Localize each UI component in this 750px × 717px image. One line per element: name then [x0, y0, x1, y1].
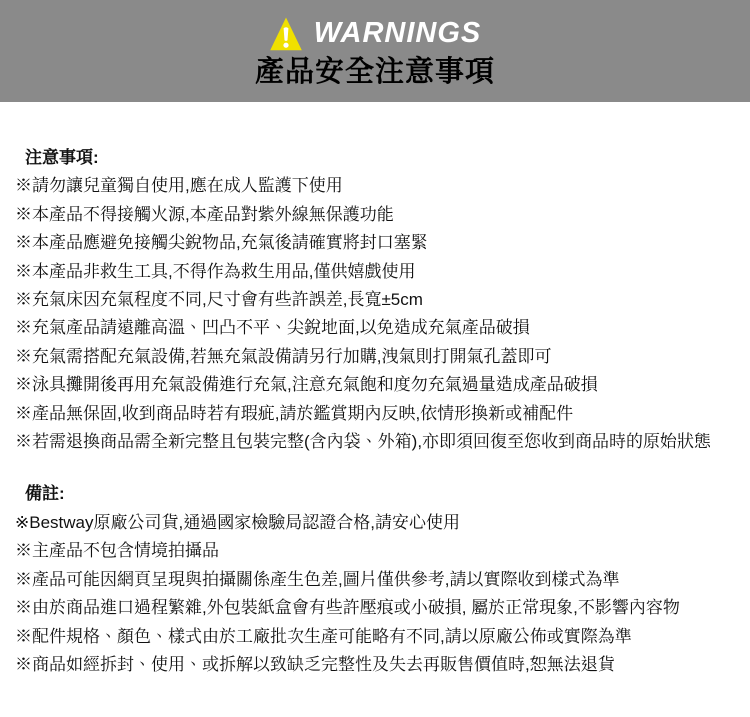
notice-item: ※本產品不得接觸火源,本產品對紫外線無保護功能	[15, 204, 394, 224]
notice-item: ※配件規格、顏色、樣式由於工廠批次生產可能略有不同,請以原廠公佈或實際為準	[15, 626, 632, 646]
notice-item: ※若需退換商品需全新完整且包裝完整(含內袋、外箱),亦即須回復至您收到商品時的原始狀態	[15, 432, 712, 452]
notice-item: ※Bestway原廠公司貨,通過國家檢驗局認證合格,請安心使用	[15, 512, 460, 532]
notice-item: ※本產品非救生工具,不得作為救生用品,僅供嬉戲使用	[15, 261, 416, 281]
notice-item: ※產品無保固,收到商品時若有瑕疵,請於鑑賞期內反映,依情形換新或補配件	[15, 403, 574, 423]
notice-item: ※本產品應避免接觸尖銳物品,充氣後請確實將封口塞緊	[15, 233, 428, 253]
warning-banner	[0, 0, 750, 102]
notice-item: ※泳具攤開後再用充氣設備進行充氣,注意充氣飽和度勿充氣過量造成產品破損	[15, 375, 598, 395]
warning-triangle-icon	[269, 16, 303, 52]
notice-item: ※充氣產品請遠離高溫、凹凸不平、尖銳地面,以免造成充氣產品破損	[15, 318, 530, 338]
section-precautions	[15, 144, 742, 456]
notice-item: ※充氣床因充氣程度不同,尺寸會有些許誤差,長寬±5cm	[15, 290, 423, 310]
notice-content	[0, 102, 750, 679]
page-title: 產品安全注意事項	[254, 55, 495, 88]
section-heading: 注意事項:	[25, 148, 99, 167]
notice-item: ※請勿讓兒童獨自使用,應在成人監護下使用	[15, 176, 343, 196]
notice-item: ※產品可能因網頁呈現與拍攝關係產生色差,圖片僅供參考,請以實際收到樣式為準	[15, 569, 620, 589]
notice-item: ※由於商品進口過程繁雜,外包裝紙盒會有些許壓痕或小破損, 屬於正常現象,不影響內容物	[15, 598, 680, 618]
section-remarks	[15, 480, 742, 679]
warnings-label: WARNINGS	[313, 17, 482, 50]
notice-item: ※商品如經拆封、使用、或拆解以致缺乏完整性及失去再販售價值時,恕無法退貨	[15, 654, 615, 674]
warning-header-row	[269, 16, 482, 52]
notice-item: ※充氣需搭配充氣設備,若無充氣設備請另行加購,洩氣則打開氣孔蓋即可	[15, 346, 552, 366]
section-heading: 備註:	[25, 484, 65, 504]
notice-item: ※主產品不包含情境拍攝品	[15, 541, 219, 561]
